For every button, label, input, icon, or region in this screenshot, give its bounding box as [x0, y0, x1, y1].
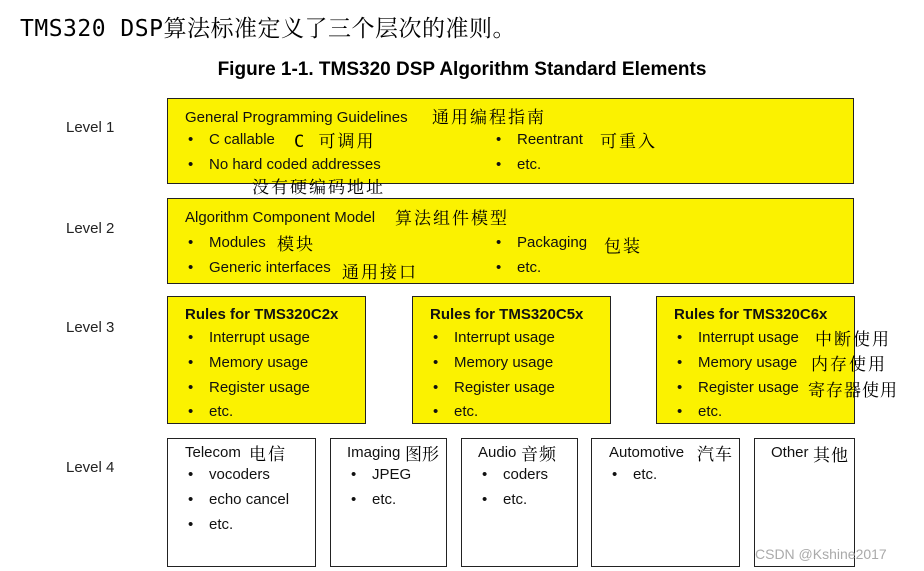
level-4-imaging-note: 图形: [405, 445, 439, 465]
level-1-note-reentrant: 可重入: [600, 132, 657, 152]
bullet: •: [188, 516, 194, 533]
bullet: •: [496, 156, 502, 173]
bullet: •: [188, 379, 194, 396]
bullet: •: [433, 403, 439, 420]
page-heading: TMS320 DSP算法标准定义了三个层次的准则。: [20, 16, 516, 42]
level-3-label: Level 3: [66, 319, 115, 336]
level-2-item-generic-interfaces: Generic interfaces: [209, 259, 331, 276]
level-3-c5x-title: Rules for TMS320C5x: [430, 306, 584, 323]
bullet: •: [188, 259, 194, 276]
bullet: •: [433, 379, 439, 396]
level-3-c2x-item: Memory usage: [209, 354, 309, 371]
level-3-c5x-item: Interrupt usage: [454, 329, 555, 346]
bullet: •: [351, 466, 357, 483]
level-4-audio-note: 音频: [521, 445, 557, 465]
level-4-audio-title: Audio: [478, 444, 517, 461]
level-2-item-packaging: Packaging: [517, 234, 588, 251]
bullet: •: [496, 131, 502, 148]
level-2-label: Level 2: [66, 220, 115, 237]
level-4-audio-item: etc.: [503, 491, 528, 508]
bullet: •: [482, 491, 488, 508]
bullet: •: [433, 354, 439, 371]
level-3-c2x-item: etc.: [209, 403, 234, 420]
level-3-c2x-item: Register usage: [209, 379, 310, 396]
level-4-automotive-note: 汽车: [697, 445, 733, 465]
bullet: •: [188, 329, 194, 346]
bullet: •: [482, 466, 488, 483]
level-4-automotive-title: Automotive: [609, 444, 685, 461]
level-4-other-title: Other: [771, 444, 809, 461]
bullet: •: [433, 329, 439, 346]
level-1-title: General Programming Guidelines: [185, 109, 408, 126]
level-4-imaging-item: etc.: [372, 491, 397, 508]
bullet: •: [677, 379, 683, 396]
level-2-note-modules: 模块: [277, 235, 315, 255]
level-2-item-etc: etc.: [517, 259, 542, 276]
level-1-item-reentrant: Reentrant: [517, 131, 583, 148]
level-3-c6x-item: etc.: [698, 403, 723, 420]
level-2-item-modules: Modules: [209, 234, 266, 251]
level-4-telecom-item: etc.: [209, 516, 234, 533]
level-2-note-generic-interfaces: 通用接口: [342, 263, 418, 283]
level-1-item-c-callable: C callable: [209, 131, 275, 148]
level-4-imaging-item: JPEG: [372, 466, 412, 483]
level-3-c5x-item: Register usage: [454, 379, 555, 396]
bullet: •: [496, 259, 502, 276]
bullet: •: [188, 403, 194, 420]
level-4-audio-item: coders: [503, 466, 549, 483]
level-1-label: Level 1: [66, 119, 115, 136]
level-4-telecom-item: echo cancel: [209, 491, 290, 508]
bullet: •: [612, 466, 618, 483]
bullet: •: [188, 156, 194, 173]
level-4-label: Level 4: [66, 459, 115, 476]
level-2-title-note: 算法组件模型: [395, 209, 509, 229]
bullet: •: [351, 491, 357, 508]
level-3-c6x-title: Rules for TMS320C6x: [674, 306, 828, 323]
level-3-c6x-item: Interrupt usage: [698, 329, 799, 346]
level-1-note-c-callable: C 可调用: [294, 132, 376, 152]
level-3-c5x-item: etc.: [454, 403, 479, 420]
level-3-c6x-item: Register usage: [698, 379, 799, 396]
watermark: CSDN @Kshine2017: [755, 546, 887, 562]
level-3-c6x-note: 中断使用: [815, 330, 891, 350]
bullet: •: [188, 234, 194, 251]
level-3-c6x-note: 寄存器使用: [808, 381, 898, 401]
level-1-title-note: 通用编程指南: [432, 108, 546, 128]
level-4-telecom-note: 电信: [249, 445, 287, 465]
level-3-c6x-note: 内存使用: [811, 355, 887, 375]
bullet: •: [496, 234, 502, 251]
bullet: •: [188, 131, 194, 148]
figure-title: Figure 1-1. TMS320 DSP Algorithm Standard Elements: [217, 59, 707, 80]
bullet: •: [677, 354, 683, 371]
bullet: •: [188, 466, 194, 483]
level-2-note-packaging: 包装: [604, 237, 642, 257]
bullet: •: [677, 403, 683, 420]
bullet: •: [188, 354, 194, 371]
level-1-note-no-hard-coded: 没有硬编码地址: [252, 178, 385, 198]
level-4-automotive-item: etc.: [633, 466, 658, 483]
level-4-telecom-item: vocoders: [209, 466, 270, 483]
bullet: •: [188, 491, 194, 508]
level-3-c5x-item: Memory usage: [454, 354, 554, 371]
level-4-other-note: 其他: [813, 446, 849, 466]
level-1-item-etc: etc.: [517, 156, 542, 173]
level-4-imaging-title: Imaging: [347, 444, 401, 461]
level-3-c6x-item: Memory usage: [698, 354, 798, 371]
level-2-title: Algorithm Component Model: [185, 209, 376, 226]
level-3-c2x-item: Interrupt usage: [209, 329, 310, 346]
level-4-telecom-title: Telecom: [185, 444, 241, 461]
bullet: •: [677, 329, 683, 346]
level-1-item-no-hard-coded: No hard coded addresses: [209, 156, 381, 173]
level-3-c2x-title: Rules for TMS320C2x: [185, 306, 339, 323]
